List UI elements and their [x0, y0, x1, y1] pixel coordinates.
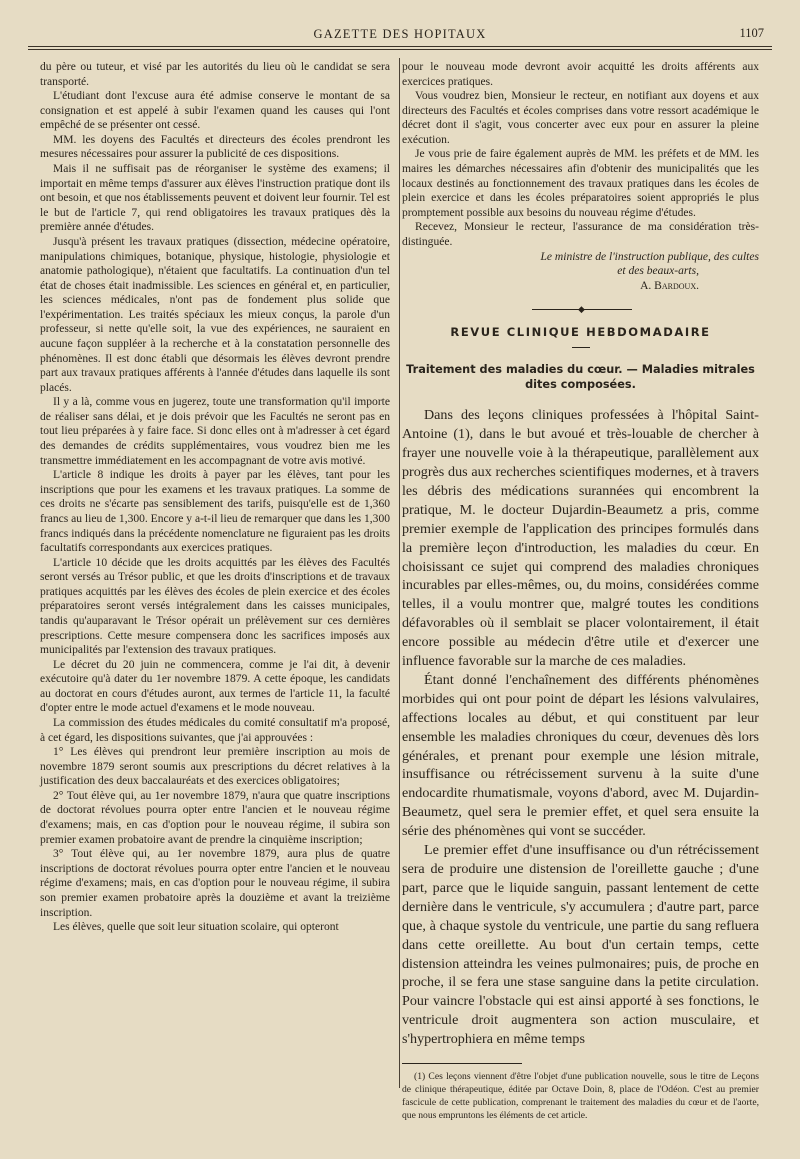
circular-continuation — [402, 60, 759, 250]
right-column — [402, 60, 759, 1122]
signature-name: A. Bardoux. — [640, 279, 699, 292]
paragraph: 1° Les élèves qui prendront leur première inscription au mois de novembre 1879 seront soumis aux prescriptions du décret relatives à la justification des deux baccalauréats et des exercices obligatoires; — [40, 746, 390, 788]
paragraph: Les élèves, quelle que soit leur situation scolaire, qui opteront — [53, 921, 339, 934]
paragraph: Étant donné l'enchaînement des différents phénomènes morbides qui ont pour point de départ les lésions valvulaires, affections locales au début, et qui constituent par leur ensemble les maladies chroniques du cœur, devenues dès lors générales, et prenant pour exemple une lésion mitrale, insuffisance ou rétrécissement survenu à la suite d'une endocardite rhumatismale, voyons d'abord, avec M. Dujardin-Beaumetz, quel sera le premier effet, et quel sera ensuite la série des phénomènes qui vont se succéder. — [402, 671, 759, 840]
footnote-text: (1) Ces leçons viennent d'être l'objet d'une publication nouvelle, sous le titre de Leçons de clinique thérapeutique, éditée par Octave Doin, 8, place de l'Odéon. C'est au premier fascicule de cette publication, comprenant le traitement des maladies du cœur et de l'aorte, que nous empruntons les éléments de cet article. — [402, 1071, 759, 1122]
paragraph: Le décret du 20 juin ne commencera, comme je l'ai dit, à devenir exécutoire qu'à dater du 1er novembre 1879. A cette époque, les candidats au doctorat en cours d'études auront, aux termes de l'article 11, la faculté d'opter entre le mode actuel d'examens et le mode nouveau. — [40, 658, 390, 715]
running-header — [30, 24, 770, 44]
signature-line: Le ministre de l'instruction publique, des cultes — [540, 250, 759, 263]
section-ornament: ◆ — [402, 301, 759, 319]
paragraph: Vous voudrez bien, Monsieur le recteur, en notifiant aux doyens et aux directeurs des Facultés et écoles comprises dans votre ressort académique le décret dont il s'agit, vous concerter avec eux pour en assurer la pleine exécution. — [402, 90, 759, 146]
title-rule — [572, 347, 590, 348]
section-title: REVUE CLINIQUE HEBDOMADAIRE — [450, 325, 711, 340]
article-title — [402, 362, 759, 392]
paragraph: MM. les doyens des Facultés et directeurs des écoles prendront les mesures nécessaires pour assurer la publicité de ces dispositions. — [40, 133, 390, 161]
page-number: 1107 — [739, 26, 764, 40]
paragraph: L'article 10 décide que les droits acquittés par les élèves des Facultés seront versés au Trésor public, et que les droits d'inscriptions et de travaux pratiques acquittés par les élèves des écoles de plein exercice et des écoles préparatoires seront versés intégralement dans les caisses municipales, tandis qu'auparavant le Trésor opérait un prélèvement sur ces dernières prescriptions. Cette mesure compensera donc les sacrifices imposés aux municipalités par l'extension des travaux pratiques. — [40, 556, 390, 657]
column-divider — [399, 58, 400, 1088]
paragraph: du père ou tuteur, et visé par les autorités du lieu où le candidat se sera transporté. — [40, 61, 390, 88]
paragraph: La commission des études médicales du comité consultatif m'a proposé, à cet égard, les dispositions suivantes, que j'ai approuvées : — [40, 717, 390, 744]
paragraph: 2° Tout élève qui, au 1er novembre 1879, n'aura que quatre inscriptions de doctorat révolues pourra opter entre l'ancien et le nouveau régime d'examens; mais, en cas d'option pour le nouveau régime, il subira son premier examen probatoire avant de prendre la cinquième inscription; — [40, 789, 390, 846]
paragraph: L'article 8 indique les droits à payer par les élèves, tant pour les inscriptions que pour les examens et les travaux pratiques. La somme de ces droits ne s'écarte pas sensiblement des tarifs, puisqu'elle est de 1,360 francs au lieu de 1,300. Encore y a-t-il lieu de remarquer que dans les 1,300 francs indiqués dans la précédente nomenclature ne figuraient pas les droits facultatifs correspondants aux exercices pratiques. — [40, 469, 390, 555]
journal-title: GAZETTE DES HOPITAUX — [313, 27, 487, 41]
paragraph: Recevez, Monsieur le recteur, l'assurance de ma considération très-distinguée. — [402, 221, 759, 248]
paragraph: Jusqu'à présent les travaux pratiques (dissection, médecine opératoire, manipulations chimiques, botanique, physique, histologie, physiologie et anatomie pathologique), n'étaient que facultatifs. La continuation d'un tel état de choses était inadmissible. Les sciences en général et, en particulier, les sciences médicales, n'ont pas de fondement plus solide que l'expérimentation. Les traités spéciaux les mieux conçus, la parole d'un professeur, si nette qu'elle soit, la vue des expériences, ne sauraient en aucune façon suppléer à la recherche et à la constatation personnelle des phénomènes. Il est donc établi que désormais les élèves devront prendre part aux travaux pratiques afférents à l'année d'études dans laquelle ils sont placés. — [40, 235, 390, 394]
signature-block — [402, 250, 759, 294]
paragraph: Dans des leçons cliniques professées à l'hôpital Saint-Antoine (1), dans le but avoué et très-louable de chercher à frayer une nouvelle voie à la thérapeutique, parallèlement aux progrès dus aux recherches scientifiques modernes, et à travers les débris des médications surannées qui encombrent la pratique, M. le docteur Dujardin-Beaumetz a pris, comme premier exemple de l'application des principes formulés dans la première leçon d'introduction, les maladies du cœur. En choisissant ce sujet qui comprend des maladies chroniques incurables par elles-mêmes, ou, du moins, considérées comme telles, il a voulu montrer que, malgré toutes les conditions défavorables où il semblait se placer volontairement, il était encore possible au médecin d'être utile et d'exercer une influence favorable sur la marche de ces maladies. — [402, 407, 759, 670]
article-title-line: dites composées. — [525, 378, 636, 392]
footnote-rule — [402, 1063, 522, 1064]
paragraph: Mais il ne suffisait pas de réorganiser le système des examens; il importait en même temps d'assurer aux élèves l'instruction pratique dont ils ont besoin, et que nos établissements peuvent et doivent leur fournir. Tel est le but de l'article 7, qui rend obligatoires les travaux pratiques dès la première année d'études. — [40, 163, 390, 234]
paragraph: Il y a là, comme vous en jugerez, toute une transformation qu'il importe de réaliser sans délai, et je dois prévoir que les Facultés ne seront pas en tout lieu préparées à y faire face. Si donc elles ont à m'adresser à cet égard des demandes de crédits supplémentaires, vous voudrez bien me les transmettre immédiatement en les accompagnant de votre avis motivé. — [40, 396, 390, 467]
signature-line: et des beaux-arts, — [617, 265, 699, 278]
paragraph: L'étudiant dont l'excuse aura été admise conserve le montant de sa consignation et est appelé à subir l'examen quand les causes qui l'ont empêché de se présenter ont cessé. — [40, 90, 390, 132]
paragraph: 3° Tout élève qui, au 1er novembre 1879, aura plus de quatre inscriptions de doctorat révolues pourra opter entre l'ancien et le nouveau régime d'examens; mais, en cas d'option pour le nouveau régime, il subira son premier examen probatoire après la douzième et avant la treizième inscription. — [40, 848, 390, 919]
paragraph: Le premier effet d'une insuffisance ou d'un rétrécissement sera de produire une distension de l'oreillette gauche ; d'une part, parce que le liquide sanguin, passant lentement de cette dernière dans le ventricule, s'y accumulera ; d'autre part, parce que, à chaque systole du ventricule, une partie du sang refluera dans cette oreillette. Au bout d'un certain temps, cette distension atteindra les veines pulmonaires; puis, de proche en proche, il se fera une stase sanguine dans la petite circulation. Pour vaincre l'obstacle qui est ainsi apporté à ses fonctions, le ventricule droit augmentera son action musculaire, et s'hypertrophiera en même temps — [402, 842, 759, 1048]
paragraph: pour le nouveau mode devront avoir acquitté les droits afférents aux exercices pratiques. — [402, 61, 759, 88]
paragraph: Je vous prie de faire également auprès de MM. les préfets et de MM. les maires les démarches nécessaires afin d'obtenir des municipalités que les locaux destinés au fonctionnement des travaux pratiques dans les écoles de plein exercice et dans les écoles préparatoires soient appropriés le plus promptement possible aux besoins du nouveau régime d'études. — [402, 148, 759, 219]
article-body — [402, 406, 759, 1049]
header-rule — [28, 46, 772, 47]
footnote — [402, 1070, 759, 1122]
left-column — [40, 60, 390, 935]
header-rule-thin — [28, 49, 772, 50]
article-title-line: Traitement des maladies du cœur. — Maladies mitrales — [406, 363, 755, 377]
